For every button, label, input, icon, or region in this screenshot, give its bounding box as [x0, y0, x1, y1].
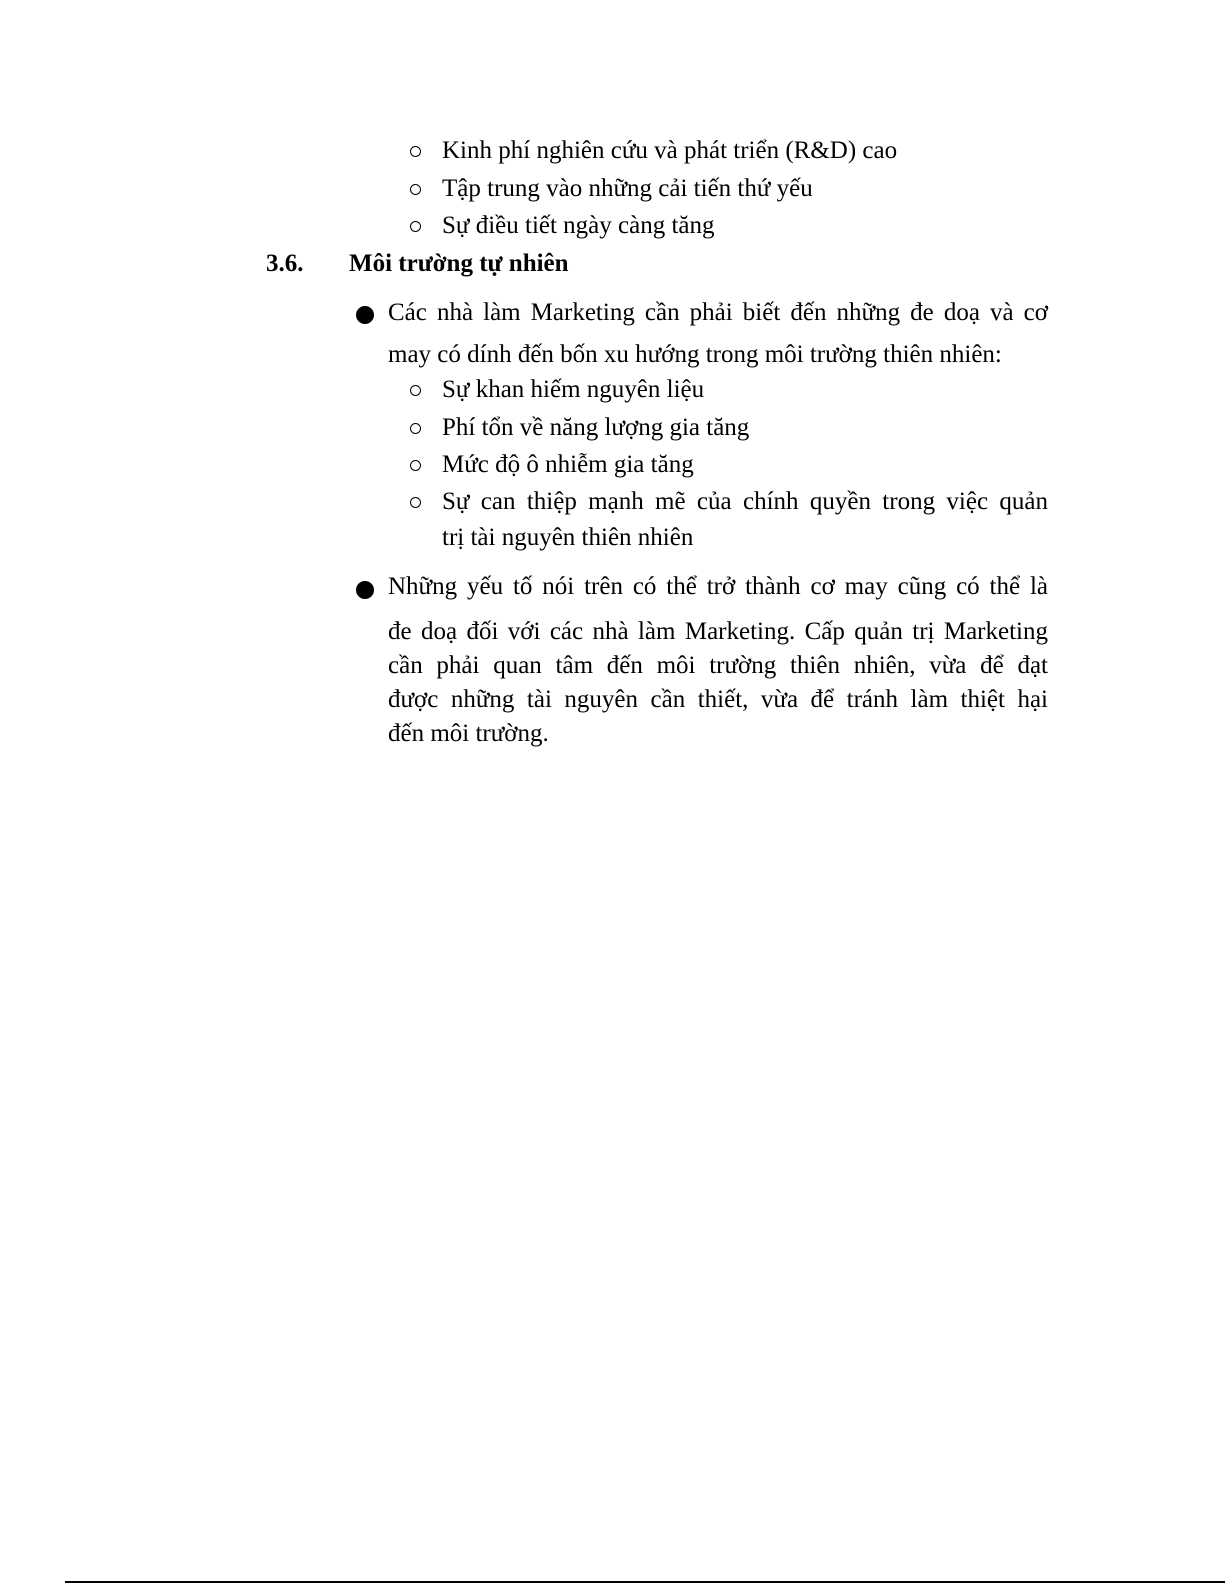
circle-bullet-icon — [410, 497, 421, 508]
circle-bullet-icon — [410, 460, 421, 471]
bullet1-subitem4-line1: Sự can thiệp mạnh mẽ của chính quyền trong việc quản — [442, 488, 1048, 515]
bullet1-line2: may có dính đến bốn xu hướng trong môi trường thiên nhiên: — [388, 341, 1002, 368]
top-list-item: Kinh phí nghiên cứu và phát triển (R&D) cao — [442, 137, 898, 164]
bullet1-line1: Các nhà làm Marketing cần phải biết đến những đe doạ và cơ — [388, 299, 1048, 326]
bullet1-subitem: Phí tổn về năng lượng gia tăng — [442, 414, 750, 441]
section-number: 3.6. — [266, 250, 304, 277]
circle-bullet-icon — [410, 184, 421, 195]
bullet2-line1: Những yếu tố nói trên có thể trở thành cơ may cũng có thể là — [388, 573, 1048, 600]
bottom-divider — [65, 1581, 1225, 1583]
circle-bullet-icon — [410, 423, 421, 434]
top-list-item: Tập trung vào những cải tiến thứ yếu — [442, 175, 813, 202]
circle-bullet-icon — [410, 146, 421, 157]
bullet2-line5: đến môi trường. — [388, 720, 549, 747]
bullet2-line3: cần phải quan tâm đến môi trường thiên nhiên, vừa để đạt — [388, 652, 1048, 679]
bullet2-line4: được những tài nguyên cần thiết, vừa để tránh làm thiệt hại — [388, 686, 1048, 713]
bullet1-subitem: Sự khan hiếm nguyên liệu — [442, 376, 705, 403]
circle-bullet-icon — [410, 385, 421, 396]
filled-bullet-icon — [356, 581, 374, 599]
filled-bullet-icon — [356, 306, 374, 324]
bullet1-subitem: Mức độ ô nhiễm gia tăng — [442, 451, 694, 478]
bullet1-subitem4-line2: trị tài nguyên thiên nhiên — [442, 524, 694, 551]
bullet2-line2: đe doạ đối với các nhà làm Marketing. Cấp quản trị Marketing — [388, 618, 1048, 645]
circle-bullet-icon — [410, 221, 421, 232]
section-title: Môi trường tự nhiên — [349, 250, 569, 277]
top-list-item: Sự điều tiết ngày càng tăng — [442, 212, 715, 239]
